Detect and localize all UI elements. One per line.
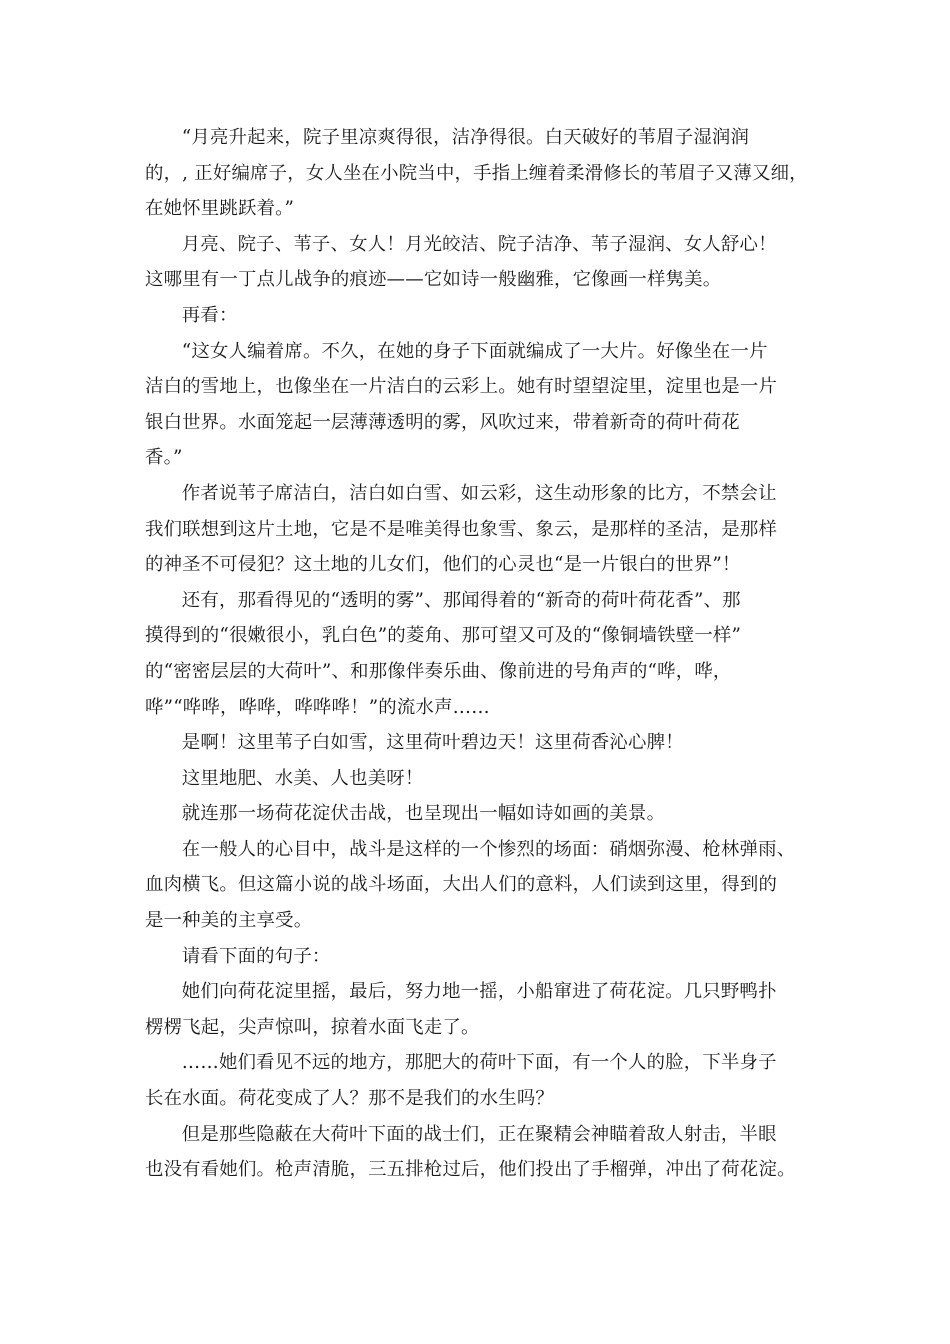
text-line: 作者说苇子席洁白，洁白如白雪、如云彩，这生动形象的比方，不禁会让	[181, 482, 777, 504]
text-line: 血肉横飞。但这篇小说的战斗场面，大出人们的意料，人们读到这里，得到的	[145, 874, 778, 896]
text-line: 她们向荷花淀里摇，最后，努力地一摇，小船窜进了荷花淀。几只野鸭扑	[181, 981, 777, 1003]
text-line: 就连那一场荷花淀伏击战，也呈现出一幅如诗如画的美景。	[181, 803, 666, 825]
text-line: 在她怀里跳跃着。”	[145, 198, 295, 220]
paragraph-14	[145, 1117, 825, 1188]
text-line: 再看：	[181, 304, 238, 326]
paragraph-8	[145, 761, 825, 797]
paragraph-3	[145, 298, 825, 334]
paragraph-6	[145, 583, 825, 725]
text-line: 长在水面。荷花变成了人？那不是我们的水生吗？	[145, 1088, 554, 1110]
text-line: 我们联想到这片土地，它是不是唯美得也象雪、象云，是那样的圣洁，是那样	[145, 518, 778, 540]
text-line: 银白世界。水面笼起一层薄薄透明的雾，风吹过来，带着新奇的荷叶荷花	[145, 411, 740, 433]
text-line: “这女人编着席。不久，在她的身子下面就编成了一大片。好像坐在一片	[181, 340, 768, 362]
paragraph-13	[145, 1045, 825, 1116]
text-line: 月亮、院子、苇子、女人！月光皎洁、院子洁净、苇子湿润、女人舒心！	[181, 233, 777, 255]
text-line: 但是那些隐蔽在大荷叶下面的战士们，正在聚精会神瞄着敌人射击，半眼	[181, 1123, 777, 1145]
paragraph-10	[145, 832, 825, 939]
text-line: 请看下面的句子：	[181, 945, 331, 967]
text-line: 这里地肥、水美、人也美呀！	[181, 767, 424, 789]
text-line: 摸得到的“很嫩很小，乳白色”的菱角、那可望又可及的“像铜墙铁壁一样”	[145, 625, 742, 647]
text-line: 这哪里有一丁点儿战争的痕迹——它如诗一般幽雅，它像画一样隽美。	[145, 269, 722, 291]
paragraph-11	[145, 939, 825, 975]
text-line: 的“密密层层的大荷叶”、和那像伴奏乐曲、像前进的号角声的“哗，哗，	[145, 660, 732, 682]
text-line: 在一般人的心目中，战斗是这样的一个惨烈的场面：硝烟弥漫、枪林弹雨、	[181, 838, 796, 860]
paragraph-1	[145, 120, 825, 227]
text-line: 哗”“哗哗，哗哗，哗哗哗！”的流水声……	[145, 696, 490, 718]
paragraph-5	[145, 476, 825, 583]
paragraph-2	[145, 227, 825, 298]
text-line: 还有，那看得见的“透明的雾”、那闻得着的“新奇的荷叶荷花香”、那	[181, 589, 741, 611]
paragraph-9	[145, 796, 825, 832]
paragraph-12	[145, 974, 825, 1045]
paragraph-4	[145, 334, 825, 476]
text-line: 楞楞飞起，尖声惊叫，掠着水面飞走了。	[145, 1016, 480, 1038]
document-body	[145, 120, 825, 1188]
paragraph-7	[145, 725, 825, 761]
text-line: 是一种美的主享受。	[145, 910, 313, 932]
text-line: ……她们看见不远的地方，那肥大的荷叶下面，有一个人的脸，下半身子	[181, 1052, 777, 1074]
text-line: 香。”	[145, 447, 183, 469]
text-line: 的神圣不可侵犯？这土地的儿女们，他们的心灵也“是一片银白的世界”！	[145, 554, 741, 576]
text-line: “月亮升起来，院子里凉爽得很，洁净得很。白天破好的苇眉子湿润润	[181, 127, 750, 148]
text-line: 的，, 正好编席子，女人坐在小院当中，手指上缠着柔滑修长的苇眉子又薄又细，	[145, 162, 808, 184]
text-line: 洁白的雪地上，也像坐在一片洁白的云彩上。她有时望望淀里，淀里也是一片	[145, 376, 778, 398]
text-line: 是啊！这里苇子白如雪，这里荷叶碧边天！这里荷香沁心脾！	[181, 732, 684, 754]
text-line: 也没有看她们。枪声清脆，三五排枪过后，他们投出了手榴弹，冲出了荷花淀。	[145, 1159, 796, 1181]
